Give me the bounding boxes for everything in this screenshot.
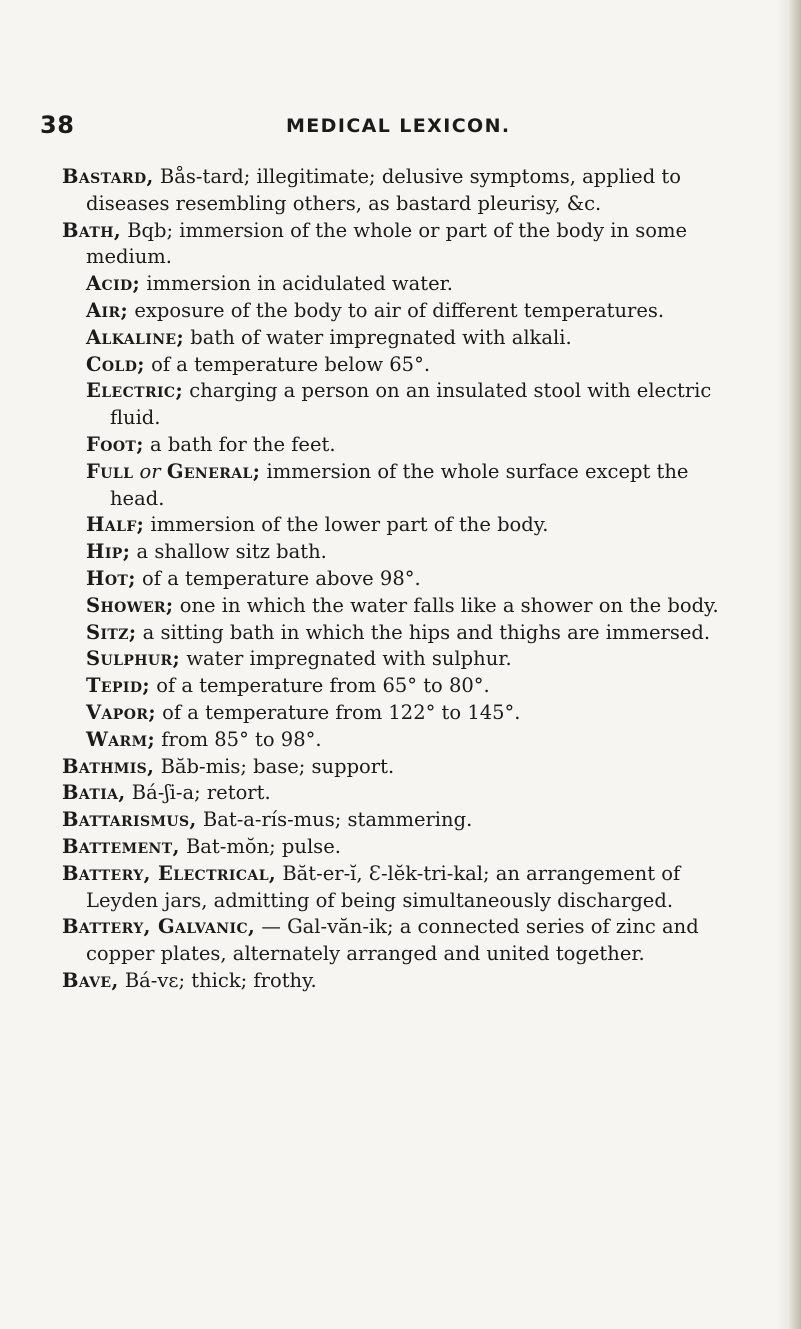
entry-bath-sulphur (62, 646, 724, 673)
definition: water impregnated with sulphur. (180, 647, 512, 671)
entry-bath-air (62, 298, 724, 325)
definition: of a temperature from 122° to 145°. (155, 700, 521, 724)
entry-bath-tepid (62, 673, 724, 700)
definition: immersion of the lower part of the body. (144, 513, 549, 537)
definition: a bath for the feet. (143, 432, 336, 456)
entry-bath-half (62, 512, 724, 539)
entry-bath-acid (62, 271, 724, 298)
definition: Bá-vɛ; thick; frothy. (118, 968, 317, 992)
entry-bath-electric (62, 378, 724, 432)
entry-bastard (62, 164, 724, 218)
entry-batia (62, 780, 724, 807)
page-edge (787, 0, 801, 1329)
headword: Half; (86, 513, 145, 537)
definition: a sitting bath in which the hips and thighs are immersed. (136, 620, 711, 644)
definition: of a temperature below 65°. (144, 352, 431, 376)
entry-bath-sitz (62, 620, 724, 647)
headword: Vapor; (86, 700, 156, 724)
definition: Bqb; immersion of the whole or part of the body in some medium. (86, 218, 688, 269)
entry-bath-shower (62, 593, 724, 620)
definition: Băb-mis; base; support. (154, 754, 395, 778)
headword: Bave, (62, 968, 119, 992)
page-title: MEDICAL LEXICON. (286, 115, 511, 137)
headword: Sitz; (86, 620, 137, 644)
entry-bath-hip (62, 539, 724, 566)
entry-battarismus (62, 807, 724, 834)
headword: Tepid; (86, 674, 150, 698)
definition: from 85° to 98°. (155, 727, 322, 751)
headword: Foot; (86, 432, 144, 456)
definition: immersion of the whole surface except the head. (110, 459, 689, 510)
definition: of a temperature from 65° to 80°. (150, 674, 490, 698)
headword: Acid; (86, 272, 141, 296)
definition: immersion in acidulated water. (140, 272, 454, 296)
definition: exposure of the body to air of different temperatures. (128, 298, 665, 322)
headword: Sulphur; (86, 647, 181, 671)
headword-alternate: General; (166, 459, 261, 483)
definition: of a temperature above 98°. (135, 566, 421, 590)
definition: Bat-a-rís-mus; stammering. (196, 808, 473, 832)
entry-bath-hot (62, 566, 724, 593)
definition: Băt-er-ĭ, Ɛ-lĕk-tri-kal; an arrangement of Leyden jars, admitting of being simultaneously discharged. (86, 861, 681, 912)
page-number: 38 (40, 111, 75, 139)
connector: or (133, 459, 167, 483)
headword: Electric; (86, 379, 184, 403)
entry-battement (62, 834, 724, 861)
headword: Batia, (62, 781, 126, 805)
entry-bathmis (62, 754, 724, 781)
entry-bath-alkaline (62, 325, 724, 352)
definition: Bá-ʃi-a; retort. (125, 781, 271, 805)
definition: Bat-mŏn; pulse. (179, 834, 341, 858)
definition: Bås-tard; illegitimate; delusive symptoms, applied to diseases resembling others, as bastard pleurisy, &c. (86, 165, 681, 215)
headword: Battement, (62, 834, 180, 858)
headword: Warm; (86, 727, 156, 751)
headword: Hip; (86, 540, 131, 564)
headword: Battarismus, (62, 808, 197, 832)
running-head (40, 111, 730, 147)
headword: Cold; (86, 352, 145, 376)
headword: Air; (86, 298, 129, 322)
headword: Battery, Electrical, (62, 861, 277, 885)
lexicon-entries (62, 164, 724, 995)
entry-bath (62, 218, 724, 272)
definition: one in which the water falls like a shower on the body. (173, 593, 719, 617)
entry-battery-electrical (62, 861, 724, 915)
definition: bath of water impregnated with alkali. (184, 325, 572, 349)
entry-bath-full-or-general (62, 459, 724, 513)
entry-bath-warm (62, 727, 724, 754)
definition: — Gal-văn-ik; a connected series of zinc and copper plates, alternately arranged and united together. (86, 915, 699, 966)
headword: Shower; (86, 593, 174, 617)
entry-bath-vapor (62, 700, 724, 727)
definition: charging a person on an insulated stool with electric fluid. (110, 379, 712, 430)
entry-battery-galvanic (62, 914, 724, 968)
headword: Bath, (62, 218, 122, 242)
definition: a shallow sitz bath. (130, 540, 327, 564)
headword: Bathmis, (62, 754, 155, 778)
headword: Full (86, 459, 134, 483)
headword: Hot; (86, 566, 136, 590)
headword: Battery, Galvanic, (62, 915, 256, 939)
entry-bath-cold (62, 352, 724, 379)
entry-bath-foot (62, 432, 724, 459)
entry-bave (62, 968, 724, 995)
headword: Alkaline; (86, 325, 185, 349)
page-edge-shadow (777, 0, 787, 1329)
headword: Bastard, (62, 165, 154, 188)
